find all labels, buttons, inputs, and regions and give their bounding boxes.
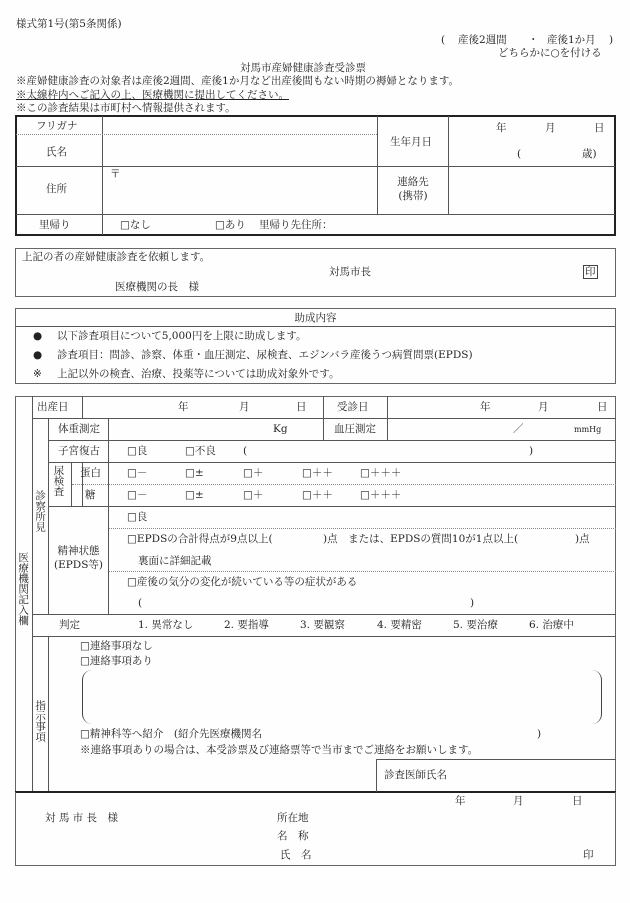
birthdate-label: 生年月日 [390,136,432,148]
age-open: ( [517,148,522,160]
person-name-label: 氏 名 [280,849,312,861]
subsidy-note-mark: ※ [33,368,42,380]
form-number: 様式第1号(第5条関係) [16,18,122,30]
request-recipient: 医療機関の長 様 [115,281,199,293]
contact-exists-checkbox[interactable]: □連絡事項あり [80,655,153,667]
period-note: どちらかに○を付ける [498,47,602,59]
mood-close: ) [470,597,475,609]
period-close: ) [609,34,614,46]
sugar-label: 糖 [85,489,96,501]
protein-option[interactable]: □－ [127,467,148,479]
birth-date-label: 出産日 [37,401,69,413]
footer-box [15,792,616,866]
bp-unit: mmHg [574,425,602,434]
mayor-seal: 印 [585,266,596,278]
medical-section-label: 医療機関記入欄 [17,552,30,626]
subsidy-bullet: ● [33,349,43,361]
birth-date-year-unit: 年 [178,401,189,413]
footer-seal: 印 [583,849,594,861]
subsidy-item-exclusion: 上記以外の検査、治療、投薬等については助成対象外です。 [57,368,340,380]
location-label: 所在地 [277,812,309,824]
footer-day-unit: 日 [572,795,583,807]
sugar-option[interactable]: □＋＋ [302,489,333,501]
homecoming-label: 里帰り [39,219,71,231]
judgment-option-1[interactable]: 1. 異常なし [138,619,194,631]
protein-label: 蛋白 [80,467,101,479]
judgment-label: 判定 [59,619,80,631]
subsidy-title: 助成内容 [294,312,337,324]
epds-detail-note: 裏面に詳細記載 [138,555,212,567]
uterus-good-checkbox[interactable]: □良 [127,445,148,457]
judgment-option-5[interactable]: 5. 要治療 [453,619,498,631]
uterus-open: ( [243,445,248,457]
weight-unit: Kg [273,423,288,435]
protein-option[interactable]: □＋＋ [302,467,333,479]
birth-date-day-unit: 日 [296,401,307,413]
birth-date-month-unit: 月 [239,401,250,413]
visit-month-unit: 月 [538,401,549,413]
age-suffix: 歳) [582,148,597,160]
homecoming-yes-checkbox[interactable]: □あり [215,219,246,231]
period-option-2weeks[interactable]: 産後2週間 [458,34,507,46]
birth-month-unit: 月 [545,122,556,134]
sugar-option[interactable]: □＋ [243,489,264,501]
homecoming-no-checkbox[interactable]: □なし [120,219,151,231]
epds-points-suffix: )点 [575,533,590,545]
mental-label: 精神状態 [57,545,100,557]
request-text: 上記の者の産婦健康診査を依頼します。 [22,251,211,263]
sugar-option[interactable]: □± [185,489,204,501]
instruction-label: 指示事項 [34,700,47,742]
uterus-bad-checkbox[interactable]: □不良 [185,445,216,457]
note-submit: ※太線枠内へご記入の上、医療機関に提出してください。 [16,89,289,101]
visit-date-label: 受診日 [337,401,369,413]
homecoming-address-label: 里帰り先住所： [259,219,333,231]
weight-label: 体重測定 [58,423,100,435]
footer-addressee: 対 馬 市 長 様 [45,812,119,824]
uterus-close: ) [529,445,534,457]
contact-none-checkbox[interactable]: □連絡事項なし [80,640,153,652]
period-separator: ・ [528,34,539,46]
contact-details-field[interactable] [82,670,602,724]
note-info-sharing: ※この診査結果は市町村へ情報提供されます。 [16,102,236,114]
mood-open: ( [138,597,143,609]
name-field[interactable] [104,136,376,165]
urine-label: 尿検査 [52,465,65,497]
mood-checkbox[interactable]: □産後の気分の変化が続いている等の症状がある [127,576,358,588]
findings-label: 診察所見 [34,490,47,532]
contact-note: ※連絡事項ありの場合は、本受診票及び連絡票等で当市までご連絡をお願いします。 [80,744,479,756]
epds-question10-text: )点 または、EPDSの質問10が1点以上( [323,533,519,545]
contact-field[interactable] [450,168,614,213]
judgment-option-2[interactable]: 2. 要指導 [224,619,269,631]
birth-year-unit: 年 [496,122,507,134]
judgment-option-4[interactable]: 4. 要精密 [377,619,422,631]
weight-field[interactable] [110,420,322,439]
sugar-option[interactable]: □＋＋＋ [360,489,402,501]
referral-close: ) [537,728,542,740]
birth-date-field[interactable] [84,398,322,417]
furigana-label: フリガナ [36,120,78,132]
epds-checkbox[interactable]: □EPDSの合計得点が9点以上( [127,533,273,545]
bp-label: 血圧測定 [334,423,376,435]
sugar-option[interactable]: □－ [127,489,148,501]
visit-date-field[interactable] [389,398,615,417]
visit-year-unit: 年 [480,401,491,413]
bp-slash: ／ [513,423,524,435]
visit-day-unit: 日 [597,401,608,413]
mayor-label: 対馬市長 [329,266,371,278]
furigana-field[interactable] [104,117,376,133]
note-eligibility: ※産婦健康診査の対象者は産後2週間、産後1か月など出産後間もない時期の褥婦となります。 [16,75,460,87]
uterus-label: 子宮復古 [58,445,100,457]
postal-mark: 〒 [110,168,121,180]
judgment-option-3[interactable]: 3. 要観察 [300,619,345,631]
period-open: ( [441,34,446,46]
mental-good-checkbox[interactable]: □良 [127,511,148,523]
doctor-name-label: 診査医師氏名 [384,769,447,781]
subsidy-item-scope: 診査項目：問診、診察、体重・血圧測定、尿検査、エジンバラ産後うつ病質問票(EPDS) [57,349,473,361]
footer-month-unit: 月 [513,795,524,807]
form-title: 対馬市産婦健康診査受診票 [240,62,366,74]
protein-option[interactable]: □＋ [243,467,264,479]
name-label: 氏名 [46,146,67,158]
contact-label: 連絡先 [397,176,429,188]
protein-option[interactable]: □± [185,467,204,479]
subsidy-item-limit: 以下診査項目について5,000円を上限に助成します。 [57,330,307,342]
contact-sub-label: (携帯) [398,190,428,202]
period-option-1month[interactable]: 産後1か月 [547,34,596,46]
address-field[interactable] [104,168,376,213]
birth-day-unit: 日 [594,122,605,134]
institution-name-label: 名 称 [277,830,309,842]
footer-year-unit: 年 [455,795,466,807]
address-label: 住所 [46,183,67,195]
subsidy-bullet: ● [33,330,43,342]
mental-sub-label: (EPDS等) [53,559,104,571]
judgment-option-6[interactable]: 6. 治療中 [529,619,574,631]
protein-option[interactable]: □＋＋＋ [360,467,402,479]
referral-checkbox[interactable]: □精神科等へ紹介 (紹介先医療機関名 [80,728,263,740]
